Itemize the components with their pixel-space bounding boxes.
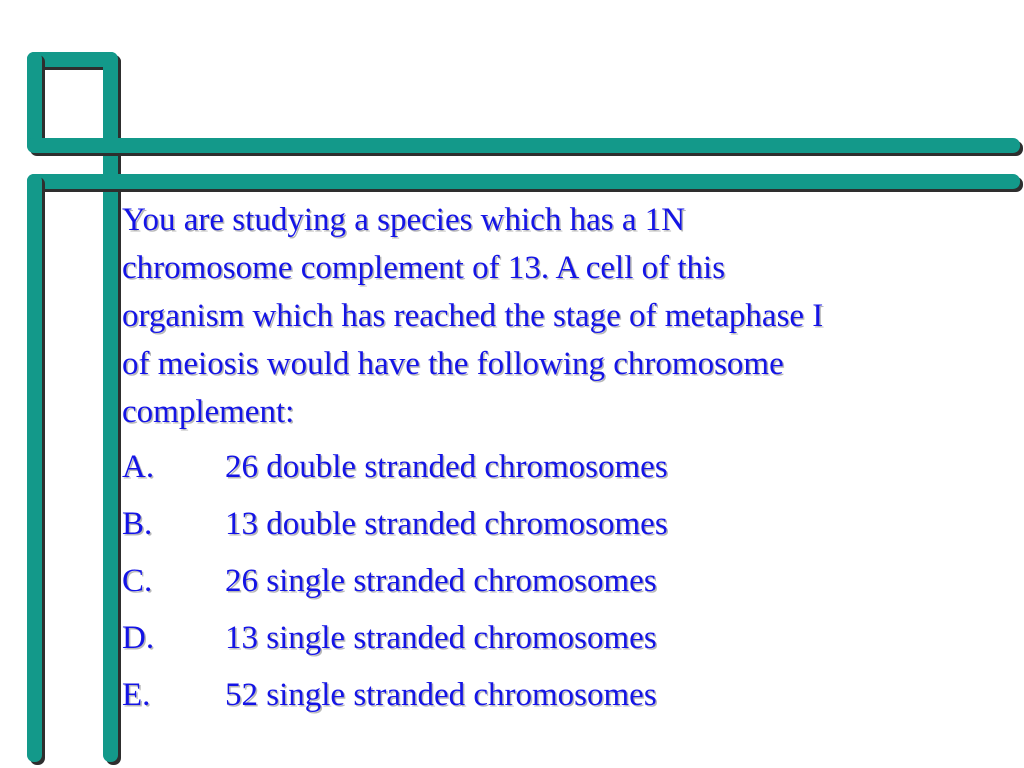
decorative-bar xyxy=(27,138,1020,153)
option-text: 26 double stranded chromosomes xyxy=(225,449,668,485)
answer-option xyxy=(122,443,1002,500)
option-text: 13 single stranded chromosomes xyxy=(225,620,657,656)
question-line: chromosome complement of 13. A cell of this xyxy=(122,250,726,286)
answer-options xyxy=(122,443,1002,728)
decorative-bar xyxy=(27,174,1020,189)
option-text: 26 single stranded chromosomes xyxy=(225,563,657,599)
option-letter: B. xyxy=(122,506,153,542)
option-text: 13 double stranded chromosomes xyxy=(225,506,668,542)
decorative-bar xyxy=(27,174,42,762)
answer-option xyxy=(122,557,1002,614)
answer-option xyxy=(122,671,1002,728)
question-text xyxy=(122,196,1002,436)
decorative-bar xyxy=(103,52,118,762)
option-letter: D. xyxy=(122,620,155,656)
answer-option xyxy=(122,614,1002,671)
answer-option xyxy=(122,500,1002,557)
question-line: You are studying a species which has a 1N xyxy=(122,202,686,238)
option-letter: E. xyxy=(122,677,151,713)
option-letter: A. xyxy=(122,449,155,485)
slide-content xyxy=(122,196,1002,728)
decorative-bar xyxy=(27,52,42,152)
option-letter: C. xyxy=(122,563,153,599)
option-text: 52 single stranded chromosomes xyxy=(225,677,657,713)
question-line: organism which has reached the stage of metaphase I xyxy=(122,298,824,334)
question-line: of meiosis would have the following chromosome xyxy=(122,346,784,382)
question-line: complement: xyxy=(122,394,295,430)
